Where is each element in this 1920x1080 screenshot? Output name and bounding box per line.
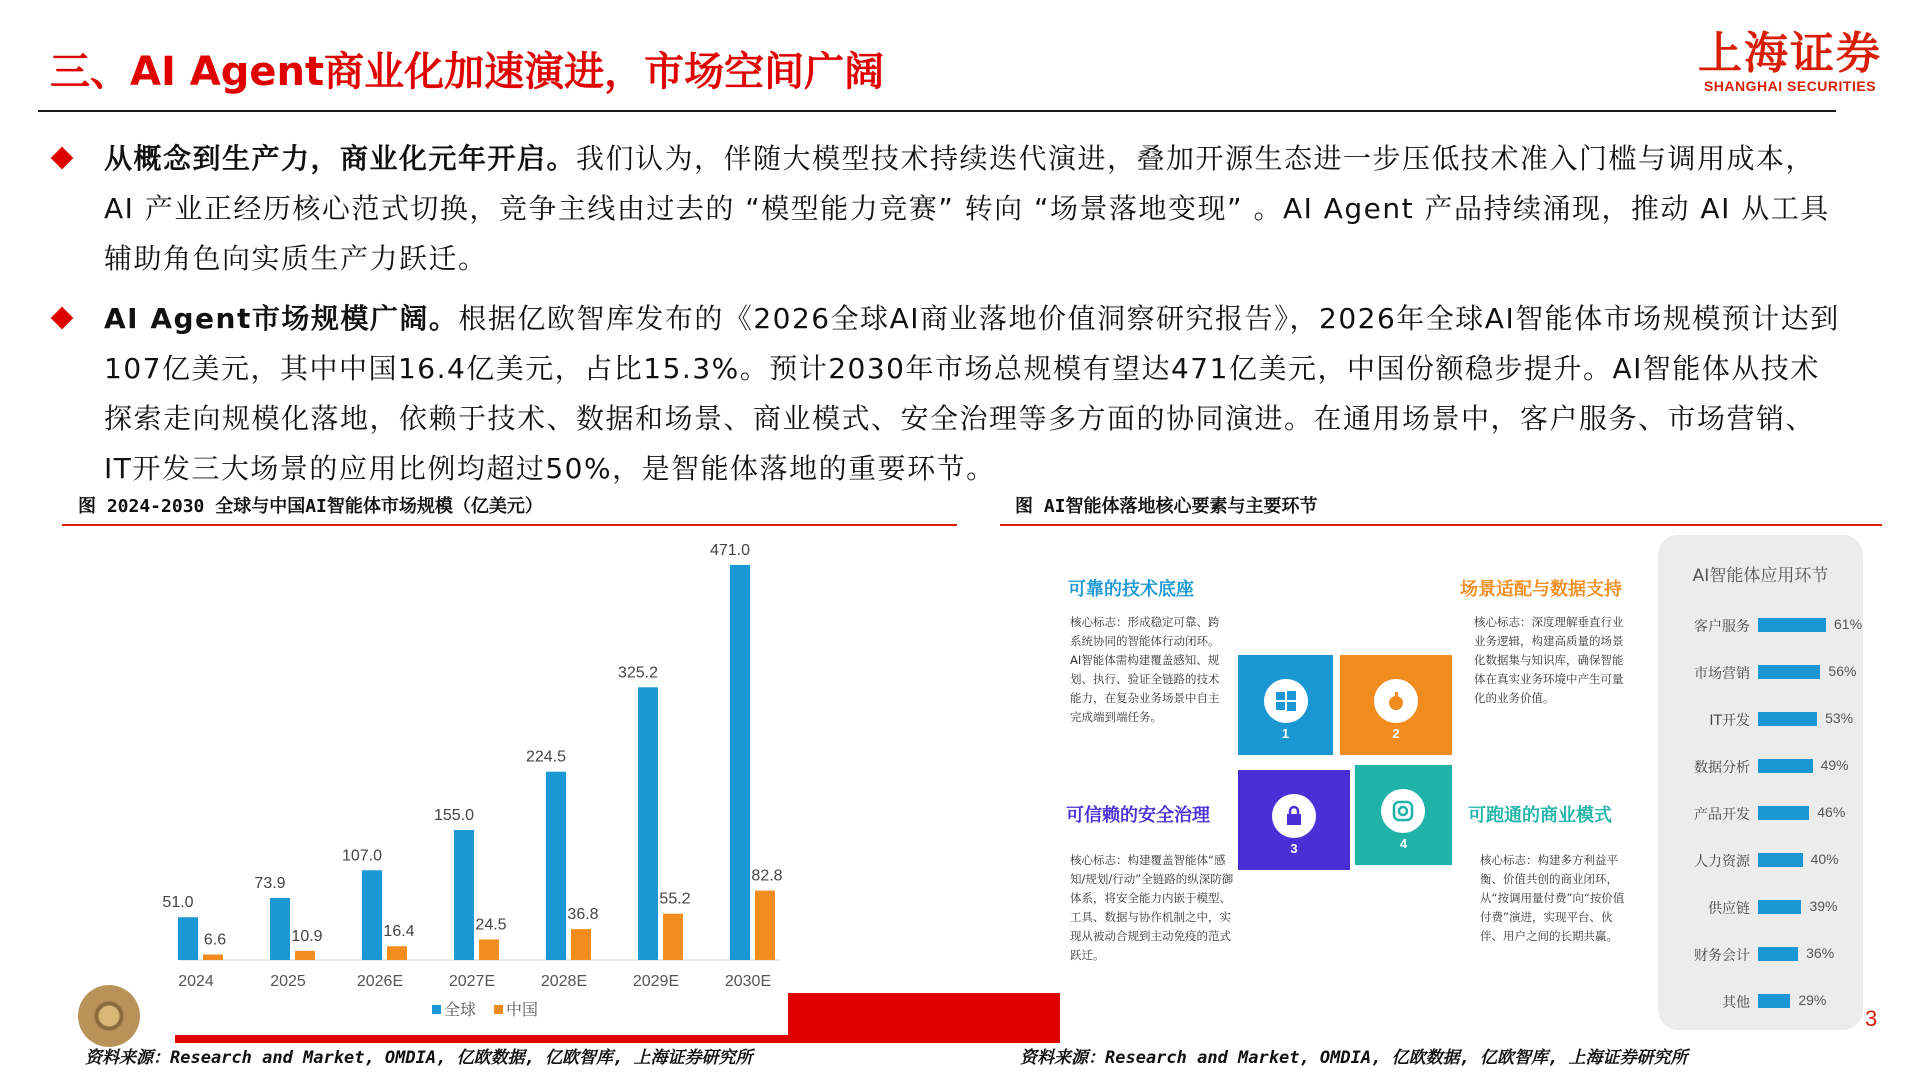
china-data-label: 24.5	[475, 916, 507, 934]
application-percent: 46%	[1817, 804, 1846, 820]
global-data-label: 224.5	[525, 748, 567, 766]
global-bar	[546, 772, 566, 960]
application-label: 数据分析	[1694, 760, 1750, 776]
application-bar	[1758, 947, 1798, 961]
right-caption-rule	[1000, 524, 1882, 526]
camera-icon	[1381, 789, 1425, 833]
application-percent: 29%	[1798, 992, 1827, 1008]
application-label: 客户服务	[1694, 619, 1750, 635]
lock-icon	[1272, 794, 1316, 838]
apple-icon	[1374, 679, 1418, 723]
bullet-heading: AI Agent市场规模广阔。	[104, 302, 459, 335]
application-percent: 56%	[1828, 663, 1857, 679]
red-decoration-block	[788, 993, 1060, 1041]
x-tick-label: 2029E	[632, 973, 680, 990]
factor-1-text: 核心标志：形成稳定可靠、跨系统协同的智能体行动闭环。AI智能体需构建覆盖感知、规划、执行、验证全链路的技术能力，在复杂业务场景中自主完成端到端任务。	[1070, 615, 1220, 724]
diamond-bullet-icon	[51, 147, 74, 170]
factor-3-title: 可信赖的安全治理	[1066, 805, 1210, 826]
logo-english: SHANGHAI SECURITIES	[1703, 78, 1877, 94]
x-tick-label: 2026E	[356, 973, 404, 990]
red-decoration-line	[175, 1035, 1060, 1043]
application-panel	[1658, 535, 1863, 1030]
factor-tile-2	[1340, 655, 1452, 755]
page-title: 三、AI Agent商业化加速演进，市场空间广阔	[50, 49, 885, 95]
global-data-label: 155.0	[433, 807, 475, 825]
page-number: 3	[1865, 1006, 1878, 1031]
x-tick-label: 2027E	[448, 973, 496, 990]
right-figure-caption: 图 AI智能体落地核心要素与主要环节	[1015, 496, 1318, 517]
factor-tile-3	[1238, 770, 1350, 870]
windows-icon	[1264, 679, 1308, 723]
application-bar	[1758, 853, 1803, 867]
legend-label: 全球	[444, 1000, 477, 1019]
china-bar	[387, 946, 407, 960]
x-tick-label: 2030E	[724, 973, 772, 990]
factor-tile-1	[1238, 655, 1333, 755]
global-bar	[362, 870, 382, 960]
factor-tile-number: 1	[1281, 726, 1290, 741]
left-figure-caption: 图 2024-2030 全球与中国AI智能体市场规模（亿美元）	[78, 496, 543, 517]
application-label: 产品开发	[1694, 807, 1750, 823]
application-label: 其他	[1722, 995, 1750, 1011]
global-data-label: 471.0	[709, 542, 751, 559]
factor-2-text: 核心标志：深度理解垂直行业业务逻辑，构建高质量的场景化数据集与知识库，确保智能体在真实业务环境中产生可量化的业务价值。	[1474, 615, 1624, 705]
application-bar	[1758, 759, 1813, 773]
global-bar	[270, 898, 290, 960]
application-label: 人力资源	[1694, 854, 1750, 870]
china-data-label: 16.4	[383, 923, 415, 941]
global-bar	[638, 687, 658, 960]
china-bar	[203, 954, 223, 960]
diamond-bullet-icon	[51, 307, 74, 330]
factor-1-title: 可靠的技术底座	[1068, 579, 1194, 600]
application-bar	[1758, 806, 1809, 820]
panel-title: AI智能体应用环节	[1692, 566, 1829, 586]
factor-4-title: 可跑通的商业模式	[1468, 805, 1612, 826]
brand-logo	[1698, 30, 1882, 94]
global-data-label: 73.9	[254, 875, 286, 893]
application-percent: 49%	[1820, 757, 1849, 773]
bullet-list	[50, 134, 1840, 504]
china-bar	[571, 929, 591, 960]
logo-chinese: 上海证券	[1698, 28, 1882, 79]
global-bar	[178, 917, 198, 960]
china-data-label: 82.8	[751, 867, 783, 885]
china-data-label: 10.9	[291, 927, 323, 945]
left-caption-rule	[62, 524, 957, 526]
application-bar	[1758, 900, 1801, 914]
application-percent: 36%	[1806, 945, 1835, 961]
bullet-text: 我们认为，伴随大模型技术持续迭代演进，叠加开源生态进一步压低技术准入门槛与调用成本，AI 产业正经历核心范式切换，竞争主线由过去的 “模型能力竞赛” 转向 “场景落地变现” 。AI Agent 产品持续涌现，推动 AI 从工具辅助角色向实质生产力跃迁。	[104, 142, 1830, 275]
application-bar	[1758, 665, 1820, 679]
legend-swatch-china	[494, 1005, 503, 1014]
china-data-label: 6.6	[203, 931, 227, 949]
global-data-label: 107.0	[341, 847, 383, 865]
china-data-label: 55.2	[659, 890, 691, 908]
legend-label: 中国	[506, 1000, 539, 1019]
china-bar	[479, 939, 499, 960]
china-bar	[755, 891, 775, 960]
company-emblem-icon	[78, 985, 140, 1047]
application-label: 财务会计	[1694, 948, 1750, 964]
factor-2-title: 场景适配与数据支持	[1460, 579, 1622, 600]
factor-3-text: 核心标志：构建覆盖智能体“感知/规划/行动”全链路的纵深防御体系，将安全能力内嵌于模型、工具、数据与协作机制之中，实现从被动合规到主动免疫的范式跃迁。	[1070, 853, 1234, 962]
x-tick-label: 2024	[178, 973, 214, 990]
bullet-item	[50, 134, 1840, 284]
application-label: IT开发	[1709, 713, 1750, 729]
market-size-chart	[140, 530, 800, 1035]
right-figure-source: 资料来源：Research and Market, OMDIA, 亿欧数据, 亿欧智库, 上海证券研究所	[1020, 1048, 1688, 1068]
legend-swatch-global	[432, 1005, 441, 1014]
agent-factors-infographic	[1050, 535, 1880, 1035]
application-label: 市场营销	[1694, 666, 1750, 682]
application-percent: 40%	[1810, 851, 1839, 867]
bullet-text: 根据亿欧智库发布的《2026全球AI商业落地价值洞察研究报告》，2026年全球AI智能体市场规模预计达到107亿美元，其中中国16.4亿美元，占比15.3%。预计2030年市场总规模有望达471亿美元，中国份额稳步提升。AI智能体从技术探索走向规模化落地，依赖于技术、数据和场景、商业模式、安全治理等多方面的协同演进。在通用场景中，客户服务、市场营销、IT开发三大场景的应用比例均超过50%，是智能体落地的重要环节。	[104, 302, 1840, 485]
application-percent: 53%	[1825, 710, 1854, 726]
factor-tile-4	[1355, 765, 1452, 865]
china-bar	[663, 914, 683, 960]
left-figure-source: 资料来源：Research and Market, OMDIA, 亿欧数据, 亿欧智库, 上海证券研究所	[85, 1048, 753, 1068]
global-data-label: 51.0	[162, 894, 194, 912]
china-bar	[295, 951, 315, 960]
bullet-heading: 从概念到生产力，商业化元年开启。	[104, 142, 577, 175]
application-percent: 39%	[1809, 898, 1838, 914]
bullet-item	[50, 294, 1840, 494]
application-label: 供应链	[1708, 901, 1750, 917]
application-bar	[1758, 994, 1790, 1008]
factor-tile-number: 3	[1290, 841, 1298, 856]
factor-tile-number: 2	[1392, 726, 1400, 741]
global-bar	[454, 830, 474, 960]
factor-4-text: 核心标志：构建多方利益平衡、价值共创的商业闭环，从“按调用量付费”向“按价值付费”演进，实现平台、伙伴、用户之间的长期共赢。	[1480, 853, 1625, 943]
global-data-label: 325.2	[617, 664, 659, 682]
application-percent: 61%	[1834, 616, 1863, 632]
china-data-label: 36.8	[567, 906, 599, 924]
global-bar	[730, 565, 750, 960]
factor-tile-number: 4	[1399, 836, 1408, 851]
application-bar	[1758, 618, 1826, 632]
header-divider	[38, 110, 1836, 112]
x-tick-label: 2025	[270, 973, 306, 990]
x-tick-label: 2028E	[540, 973, 588, 990]
application-bar	[1758, 712, 1817, 726]
